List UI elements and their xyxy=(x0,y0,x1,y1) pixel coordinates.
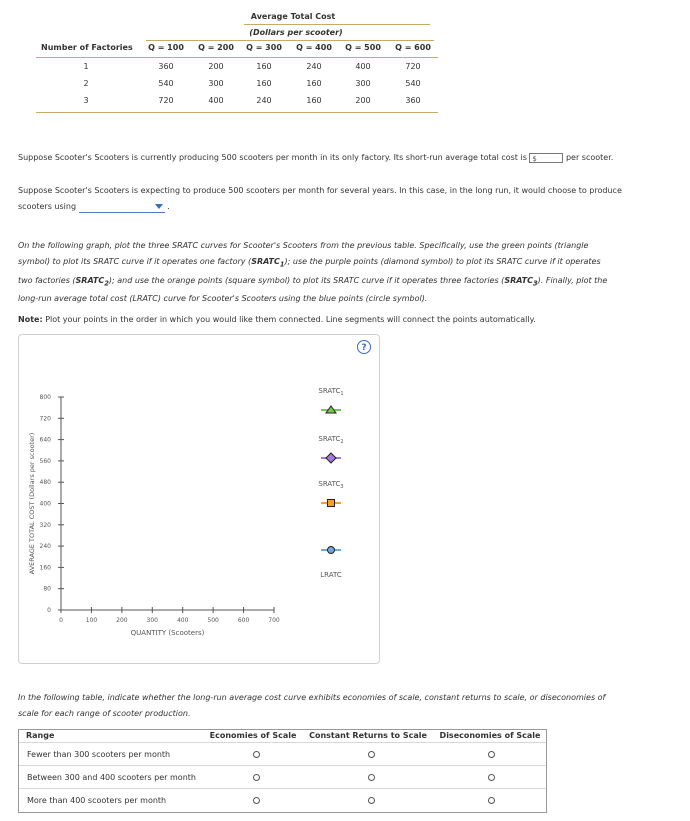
cost-cell: 540 xyxy=(158,79,174,88)
column-header: Q = 500 xyxy=(345,43,381,52)
y-tick-label: 560 xyxy=(39,457,51,465)
instr-line-3c: ). Finally, plot the xyxy=(537,275,608,285)
range-header: Range xyxy=(26,731,55,740)
y-tick-label: 400 xyxy=(39,500,51,508)
scale-text-1: In the following table, indicate whether the long-run average cost curve exhibits economies of scale, constant returns to scale, or diseconomies of xyxy=(18,693,606,702)
y-tick-label: 720 xyxy=(39,415,51,423)
q2-text: Suppose Scooter's Scooters is expecting to produce 500 scooters per month for several years. In this case, in the long run, it would choose to produce xyxy=(18,186,622,195)
cost-cell: 720 xyxy=(158,96,174,105)
cost-cell: 160 xyxy=(256,62,272,71)
table-title: Average Total Cost xyxy=(250,12,336,21)
range-label: Between 300 and 400 scooters per month xyxy=(27,773,196,782)
instr-sub-3: 3 xyxy=(533,279,538,288)
constant-header: Constant Returns to Scale xyxy=(309,731,427,740)
x-tick-label: 400 xyxy=(176,617,189,624)
diseconomies-header: Diseconomies of Scale xyxy=(439,731,541,740)
legend-label-text: SRATC xyxy=(318,435,341,443)
q1-suffix: per scooter. xyxy=(565,153,614,162)
cost-cell: 720 xyxy=(405,62,421,71)
x-tick-label: 500 xyxy=(207,617,219,624)
instr-sym-1: SRATC xyxy=(251,257,280,266)
circle-icon[interactable] xyxy=(328,547,335,554)
legend-label-sub: 3 xyxy=(340,484,344,490)
range-label: More than 400 scooters per month xyxy=(27,796,167,805)
constant-returns-radio[interactable] xyxy=(368,751,375,758)
note-text: Plot your points in the order in which you would like them connected. Line segments will connect the points automatically. xyxy=(45,315,536,324)
economies-radio[interactable] xyxy=(253,797,260,804)
column-header: Q = 600 xyxy=(395,43,431,52)
legend-label xyxy=(318,387,343,397)
cost-cell: 240 xyxy=(306,62,322,71)
x-tick-label: 600 xyxy=(237,617,250,624)
column-header: Q = 100 xyxy=(148,43,184,52)
column-header: Q = 200 xyxy=(198,43,234,52)
y-tick-label: 160 xyxy=(39,564,51,572)
scale-question xyxy=(18,690,634,722)
diseconomies-radio[interactable] xyxy=(488,751,495,758)
legend-label xyxy=(318,435,343,445)
economies-radio[interactable] xyxy=(253,751,260,758)
economies-radio[interactable] xyxy=(253,774,260,781)
instr-sym-2: SRATC xyxy=(75,275,105,285)
legend-label xyxy=(320,571,342,579)
constant-returns-radio[interactable] xyxy=(368,774,375,781)
instr-line-4: long-run average total cost (LRATC) curve for Scooter's Scooters using the blue points (circle symbol). xyxy=(18,294,428,304)
y-tick-label: 320 xyxy=(39,521,51,529)
legend-label-text: SRATC xyxy=(318,387,341,395)
economies-header: Economies of Scale xyxy=(209,731,297,740)
square-icon[interactable] xyxy=(328,500,335,507)
y-tick-label: 0 xyxy=(47,607,51,614)
instr-sub-1: 1 xyxy=(279,260,285,269)
diseconomies-radio[interactable] xyxy=(488,774,495,781)
legend-label xyxy=(318,480,343,490)
y-tick-label: 80 xyxy=(43,585,51,593)
cost-cell: 300 xyxy=(355,79,371,88)
cost-cell: 540 xyxy=(405,79,421,88)
constant-returns-radio[interactable] xyxy=(368,797,375,804)
column-header: Q = 400 xyxy=(296,43,332,52)
legend-label-text: LRATC xyxy=(320,571,342,579)
legend-label-text: SRATC xyxy=(318,480,341,488)
x-tick-label: 100 xyxy=(85,617,98,624)
q2-end: . xyxy=(167,202,170,211)
cost-cell: 300 xyxy=(208,79,224,88)
factory-count: 1 xyxy=(83,62,89,71)
help-icon[interactable]: ? xyxy=(357,340,371,354)
q1-text: Suppose Scooter's Scooters is currently producing 500 scooters per month in its only factory. Its short-run average total cost is xyxy=(18,153,527,162)
factory-count: 2 xyxy=(83,79,89,88)
x-tick-label: 700 xyxy=(268,617,280,624)
instr-line-3a: two factories ( xyxy=(18,275,76,285)
cost-cell: 160 xyxy=(306,96,322,105)
instr-sub-2: 2 xyxy=(104,279,109,288)
instr-line-3b: ); and use the orange points (square symbol) to plot its SRATC curve if it operates three factories ( xyxy=(108,275,505,285)
cost-cell: 400 xyxy=(208,96,224,105)
x-tick-label: 300 xyxy=(146,617,159,624)
x-tick-label: 0 xyxy=(59,617,63,624)
diseconomies-radio[interactable] xyxy=(488,797,495,804)
legend-label-sub: 1 xyxy=(340,391,344,397)
q2-text2: scooters using xyxy=(18,202,77,211)
y-tick-label: 640 xyxy=(39,436,51,444)
y-tick-label: 240 xyxy=(39,543,51,551)
column-header: Q = 300 xyxy=(246,43,282,52)
cost-cell: 160 xyxy=(306,79,322,88)
legend-label-sub: 2 xyxy=(340,439,344,445)
row-header: Number of Factories xyxy=(41,43,133,52)
range-label: Fewer than 300 scooters per month xyxy=(27,750,171,759)
x-axis-label: QUANTITY (Scooters) xyxy=(130,629,205,637)
factory-count: 3 xyxy=(83,96,89,105)
cost-cell: 160 xyxy=(256,79,272,88)
note-label: Note: xyxy=(18,315,43,324)
cost-cell: 360 xyxy=(405,96,421,105)
cost-cell: 200 xyxy=(208,62,224,71)
instr-line-2b: ); use the purple points (diamond symbol) to plot its SRATC curve if it operates xyxy=(284,257,601,266)
cost-cell: 200 xyxy=(355,96,371,105)
diamond-icon[interactable] xyxy=(326,453,336,463)
y-tick-label: 800 xyxy=(39,394,51,401)
cost-cell: 240 xyxy=(256,96,272,105)
instr-sym-3: SRATC xyxy=(504,275,533,285)
instr-line-2a: symbol) to plot its SRATC curve if it operates one factory ( xyxy=(18,257,252,266)
y-tick-label: 480 xyxy=(39,479,51,487)
y-axis-label: AVERAGE TOTAL COST (Dollars per scooter) xyxy=(28,432,36,575)
x-tick-label: 200 xyxy=(116,617,128,624)
instr-line-1: On the following graph, plot the three SRATC curves for Scooter's Scooters from the previous table. Specifically, use the green points (triangle xyxy=(18,241,589,250)
atc-input[interactable]: $ xyxy=(529,153,563,163)
table-subtitle: (Dollars per scooter) xyxy=(249,28,343,37)
scale-text-2: scale for each range of scooter production. xyxy=(18,709,191,718)
cost-cell: 360 xyxy=(158,62,174,71)
cost-cell: 400 xyxy=(355,62,371,71)
